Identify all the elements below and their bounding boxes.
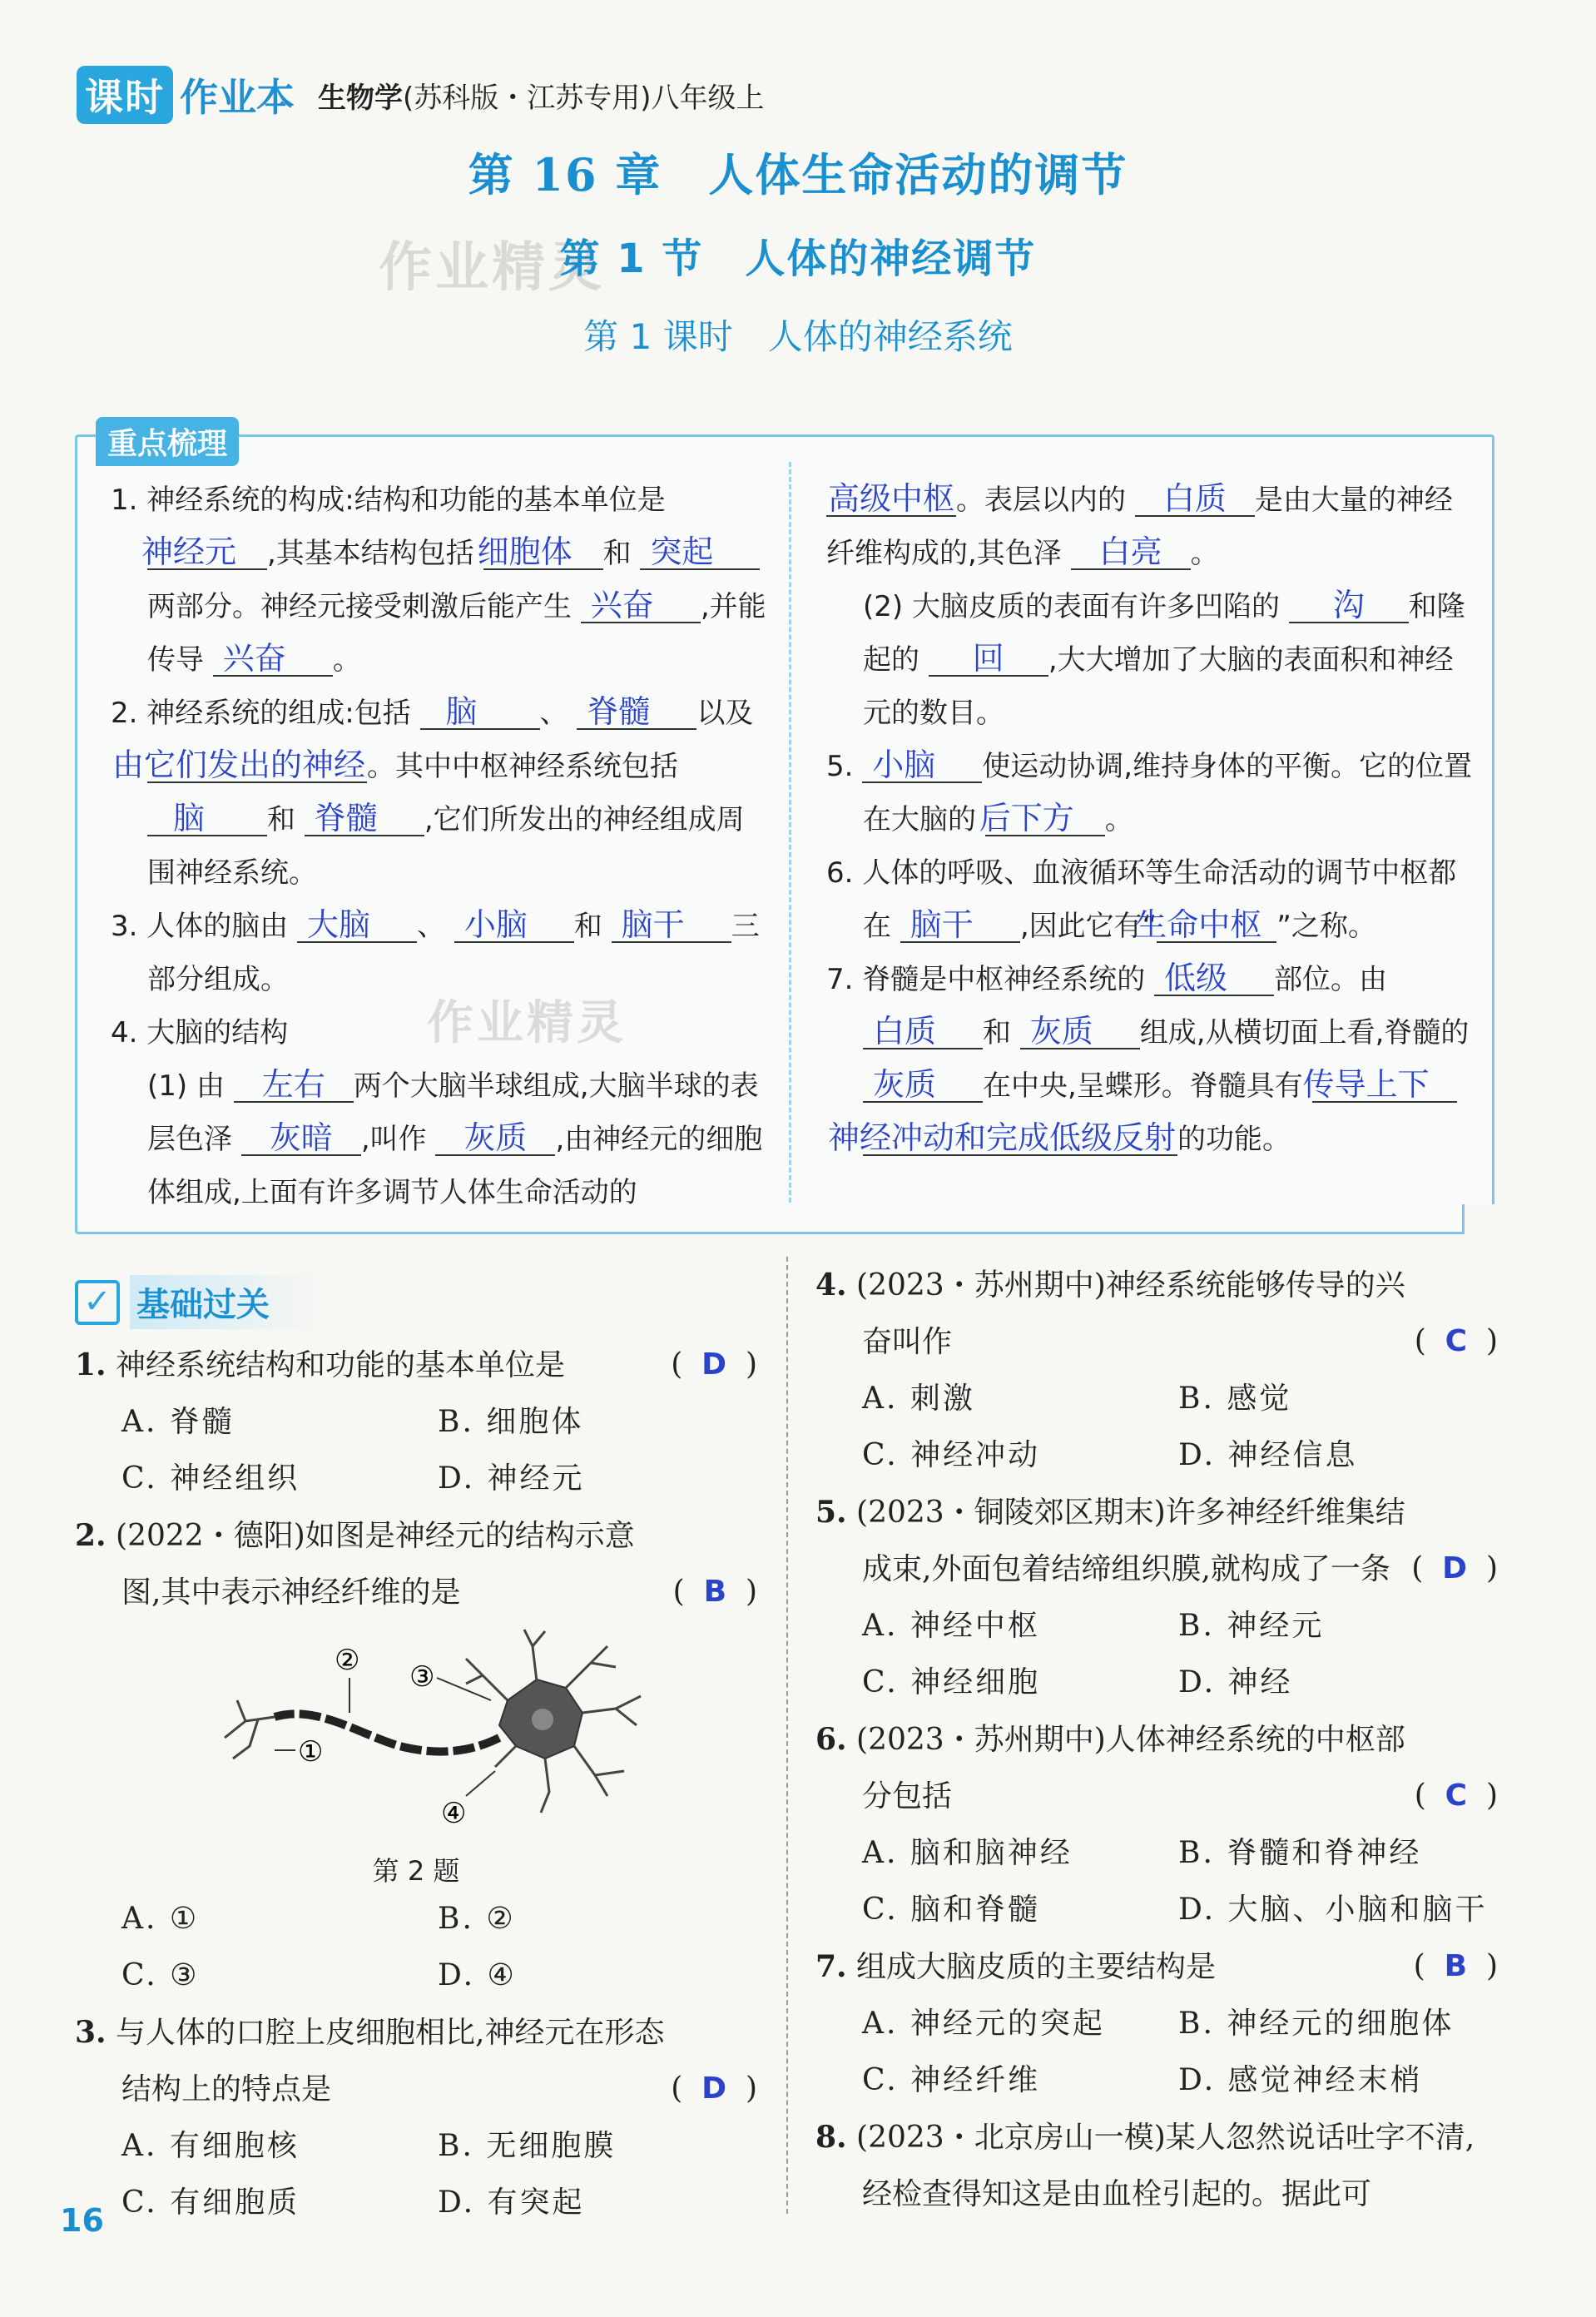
- key-points-right: [826, 474, 1475, 1166]
- blank: 脑: [147, 801, 267, 836]
- blank: 大脑: [297, 908, 417, 943]
- options: A. 刺激 B. 感觉 C. 神经冲动 D. 神经信息: [862, 1382, 1358, 1472]
- label-1: ①: [298, 1735, 324, 1769]
- key-points-left: [111, 474, 768, 1219]
- blank: 灰质: [435, 1121, 555, 1156]
- subject-rest: (苏科版・江苏专用)八年级上: [403, 81, 765, 115]
- kp-7: 7. 脊髓是中枢神经系统的 低级 部位。由 白质 和 灰质 组成,从横切面上看,脊髓的 灰质 在中央,呈蝶形。脊髓具有 传导上下 神经冲动和完成低级反射的功能。: [826, 960, 1470, 1156]
- question-6: 6. (2023・苏州期中)人体神经系统的中枢部分包括 ( C ) A. 脑和脑神经 B. 脊髓和脊神经 C. 脑和脊髓 D. 大脑、小脑和脑干: [815, 1711, 1498, 1938]
- blank: 高级中枢: [828, 480, 955, 517]
- answer-bracket: ( D ): [671, 1347, 757, 1382]
- section-title: 第 1 节 人体的神经调节: [559, 236, 1037, 282]
- questions-right: [815, 1257, 1498, 2223]
- kp-4-2: (2) 大脑皮质的表面有许多凹陷的 沟 和隆起的 回 ,大大增加了大脑的表面积和神经元的数目。: [863, 587, 1465, 730]
- blank: 灰质: [1020, 1015, 1140, 1049]
- lesson-title: 第 1 课时 人体的神经系统: [583, 316, 1013, 357]
- blank: 生命中枢: [1157, 908, 1276, 943]
- blank: 脑: [420, 695, 540, 730]
- blank: 回: [929, 642, 1048, 677]
- blank: 低级: [1154, 961, 1274, 996]
- blank: 兴奋: [213, 642, 333, 677]
- answer-bracket: ( B ): [1413, 1949, 1498, 1983]
- label-3: ③: [409, 1660, 435, 1694]
- section-header: [75, 1275, 320, 1329]
- blank: 传导上下: [1312, 1068, 1457, 1103]
- blank: 左右: [234, 1068, 354, 1103]
- page-header: [77, 65, 765, 125]
- chapter-title: 第 16 章 人体生命活动的调节: [468, 148, 1128, 201]
- blank: 细胞体: [483, 535, 603, 570]
- blank: 突起: [640, 535, 760, 570]
- kp-4: 4. 大脑的结构: [111, 1016, 289, 1049]
- blank: 神经元: [147, 535, 267, 570]
- logo-text: 作业本: [180, 75, 295, 120]
- kp-5: 5. 小脑 使运动协调,维持身体的平衡。它的位置在大脑的 后下方 。: [826, 747, 1473, 836]
- question-1: 1. 神经系统结构和功能的基本单位是 ( D ) A. 脊髓 B. 细胞体 C. 神经组织 D. 神经元: [75, 1337, 757, 1507]
- answer-bracket: ( D ): [671, 2071, 757, 2106]
- kp-4-1: (1) 由 左右 两个大脑半球组成,大脑半球的表层色泽 灰暗 ,叫作 灰质 ,由神经元的细胞体组成,上面有许多调节人体生命活动的: [147, 1066, 763, 1209]
- options: A. ① B. ② C. ③ D. ④: [121, 1902, 517, 1992]
- blank: 由它们发出的神经: [112, 747, 366, 783]
- question-5: 5. (2023・铜陵郊区期末)许多神经纤维集结成束,外面包着结缔组织膜,就构成了一条 ( D ) A. 神经中枢 B. 神经元 C. 神经细胞 D. 神经: [815, 1484, 1498, 1711]
- blank: 小脑: [862, 748, 982, 783]
- neuron-diagram: [216, 1621, 649, 1854]
- page-number: 16: [60, 2202, 104, 2239]
- column-divider: [786, 1257, 788, 2214]
- blank: 脑干: [900, 908, 1020, 943]
- key-points-box: [75, 427, 1494, 1234]
- blank: 脊髓: [577, 695, 696, 730]
- blank: 灰质: [863, 1068, 983, 1103]
- question-7: 7. 组成大脑皮质的主要结构是 ( B ) A. 神经元的突起 B. 神经元的细胞体 C. 神经纤维 D. 感觉神经末梢: [815, 1938, 1498, 2109]
- options: A. 有细胞核 B. 无细胞膜 C. 有细胞质 D. 有突起: [121, 2129, 617, 2220]
- question-8: 8. (2023・北京房山一模)某人忽然说话吐字不清,经检查得知这是由血栓引起的。据此可: [815, 2120, 1475, 2211]
- options: A. 神经中枢 B. 神经元 C. 神经细胞 D. 神经: [862, 1609, 1325, 1699]
- neuron-figure: [216, 1621, 649, 1854]
- figure-caption: 第 2 题: [372, 1855, 460, 1887]
- blank: 沟: [1289, 588, 1409, 623]
- answer-bracket: ( C ): [1414, 1324, 1498, 1358]
- kp-2: 2. 神经系统的组成:包括 脑 、 脊髓 以及 由它们发出的神经。其中中枢神经系统包括 脑 和 脊髓 ,它们所发出的神经组成周围神经系统。: [111, 693, 754, 890]
- kp-1: 1. 神经系统的构成:结构和功能的基本单位是 神经元 ,其基本结构包括 细胞体 和 突起两部分。神经元接受刺激后能产生 兴奋 ,并能传导 兴奋 。: [111, 484, 766, 677]
- blank: 白亮: [1071, 535, 1191, 570]
- answer-bracket: ( D ): [1411, 1551, 1498, 1585]
- question-2: 2. (2022・德阳)如图是神经元的结构示意图,其中表示神经纤维的是 ( B ) ① ② ③ ④ 第 2 题 A. ① B. ② C. ③ D. ④: [75, 1507, 757, 2004]
- answer-bracket: ( B ): [672, 1575, 757, 1609]
- box-divider: [789, 462, 791, 1203]
- blank: 脊髓: [305, 801, 424, 836]
- answer-bracket: ( C ): [1414, 1779, 1498, 1813]
- kp-3: 3. 人体的脑由 大脑 、 小脑 和 脑干 三部分组成。: [111, 906, 760, 996]
- subject-bold: 生物学: [318, 81, 403, 115]
- blank: 兴奋: [581, 588, 701, 623]
- blank: 白质: [863, 1015, 983, 1049]
- question-4: 4. (2023・苏州期中)神经系统能够传导的兴奋叫作 ( C ) A. 刺激 B. 感觉 C. 神经冲动 D. 神经信息: [815, 1257, 1498, 1484]
- watermark-2: 作业精灵: [427, 996, 627, 1050]
- key-points-tag: 重点梳理: [96, 417, 239, 466]
- blank: 灰暗: [241, 1121, 361, 1156]
- kp-4-1-cont: 高级中枢。表层以内的 白质 是由大量的神经纤维构成的,其色泽 白亮 。: [826, 480, 1453, 570]
- section-header-title: 基础过关: [130, 1275, 320, 1329]
- watermark: 作业精灵: [379, 237, 605, 299]
- label-4: ④: [441, 1797, 467, 1830]
- options: A. 脑和脑神经 B. 脊髓和脊神经 C. 脑和脊髓 D. 大脑、小脑和脑干: [862, 1836, 1488, 1927]
- options: A. 神经元的突起 B. 神经元的细胞体 C. 神经纤维 D. 感觉神经末梢: [862, 2007, 1455, 2097]
- blank: 小脑: [454, 908, 574, 943]
- blank: 神经冲动和完成低级反射: [828, 1119, 1177, 1156]
- label-2: ②: [335, 1644, 360, 1677]
- blank: 后下方: [985, 801, 1105, 836]
- logo: 课时: [77, 66, 173, 124]
- questions-left: [75, 1337, 757, 2231]
- blank: 白质: [1135, 482, 1255, 517]
- checkbox-icon: ✓: [75, 1280, 120, 1325]
- options: A. 脊髓 B. 细胞体 C. 神经组织 D. 神经元: [121, 1405, 585, 1496]
- kp-6: 6. 人体的呼吸、血液循环等生命活动的调节中枢都在 脑干 ,因此它有“生命中枢 ”之称。: [826, 856, 1457, 943]
- blank: 脑干: [612, 908, 731, 943]
- question-3: 3. 与人体的口腔上皮细胞相比,神经元在形态结构上的特点是 ( D ) A. 有细胞核 B. 无细胞膜 C. 有细胞质 D. 有突起: [75, 2004, 757, 2231]
- subject-line: [318, 75, 765, 116]
